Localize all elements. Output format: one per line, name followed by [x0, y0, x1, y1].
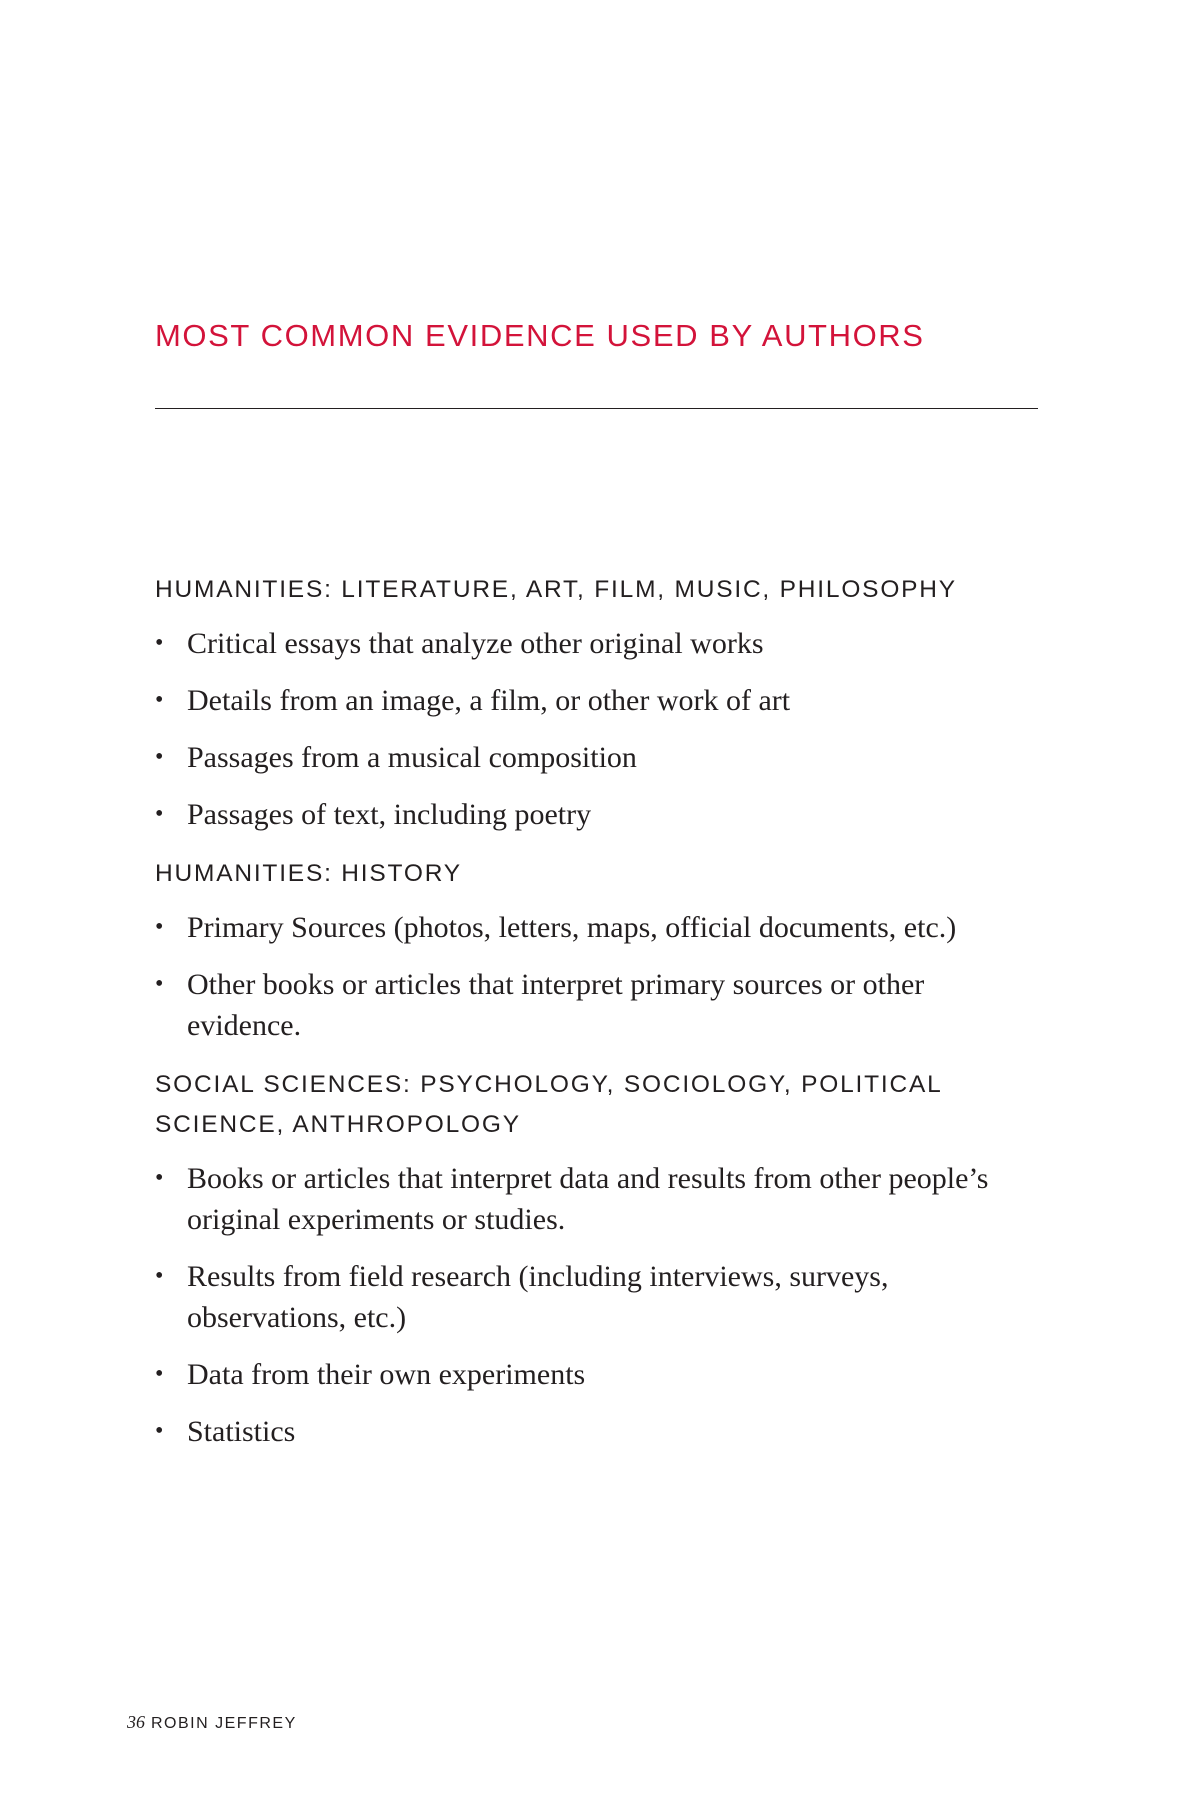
- list-item-text: Statistics: [187, 1415, 296, 1448]
- list-item: [155, 794, 1035, 835]
- evidence-list-humanities-arts: [155, 623, 1035, 835]
- bullet-icon: •: [155, 1165, 164, 1191]
- list-item-text: Results from field research (including interviews, surveys, observations, etc.): [187, 1260, 889, 1334]
- list-item: [155, 1158, 1035, 1240]
- bullet-icon: •: [155, 744, 164, 770]
- bullet-icon: •: [155, 1418, 164, 1444]
- page-footer: [127, 1712, 297, 1733]
- list-item: [155, 623, 1035, 664]
- list-item-text: Passages from a musical composition: [187, 741, 637, 774]
- bullet-icon: •: [155, 1263, 164, 1289]
- bullet-icon: •: [155, 971, 164, 997]
- list-item-text: Primary Sources (photos, letters, maps, official documents, etc.): [187, 911, 957, 944]
- page-number: 36: [127, 1712, 145, 1732]
- evidence-list-humanities-history: [155, 907, 1035, 1046]
- list-item: [155, 964, 1035, 1046]
- section-heading-social-sciences: SOCIAL SCIENCES: PSYCHOLOGY, SOCIOLOGY, POLITICAL SCIENCE, ANTHROPOLOGY: [155, 1071, 942, 1138]
- running-head: ROBIN JEFFREY: [151, 1715, 297, 1732]
- list-item: [155, 1354, 1035, 1395]
- list-item-text: Other books or articles that interpret primary sources or other evidence.: [187, 968, 925, 1042]
- list-item-text: Details from an image, a film, or other work of art: [187, 684, 791, 717]
- list-item: [155, 1411, 1035, 1452]
- evidence-content: [155, 570, 1035, 1471]
- list-item-text: Data from their own experiments: [187, 1358, 586, 1391]
- evidence-list-social-sciences: [155, 1158, 1035, 1452]
- list-item-text: Passages of text, including poetry: [187, 798, 592, 831]
- page-title: MOST COMMON EVIDENCE USED BY AUTHORS: [155, 318, 925, 353]
- bullet-icon: •: [155, 801, 164, 827]
- title-divider: [155, 408, 1038, 409]
- bullet-icon: •: [155, 630, 164, 656]
- section-heading-humanities-history: HUMANITIES: HISTORY: [155, 860, 462, 887]
- bullet-icon: •: [155, 1361, 164, 1387]
- list-item: [155, 680, 1035, 721]
- list-item: [155, 907, 1035, 948]
- list-item-text: Books or articles that interpret data and results from other people’s original experiments or studies.: [187, 1162, 989, 1236]
- section-heading-humanities-arts: HUMANITIES: LITERATURE, ART, FILM, MUSIC, PHILOSOPHY: [155, 576, 957, 603]
- list-item-text: Critical essays that analyze other original works: [187, 627, 764, 660]
- list-item: [155, 737, 1035, 778]
- bullet-icon: •: [155, 687, 164, 713]
- bullet-icon: •: [155, 914, 164, 940]
- list-item: [155, 1256, 1035, 1338]
